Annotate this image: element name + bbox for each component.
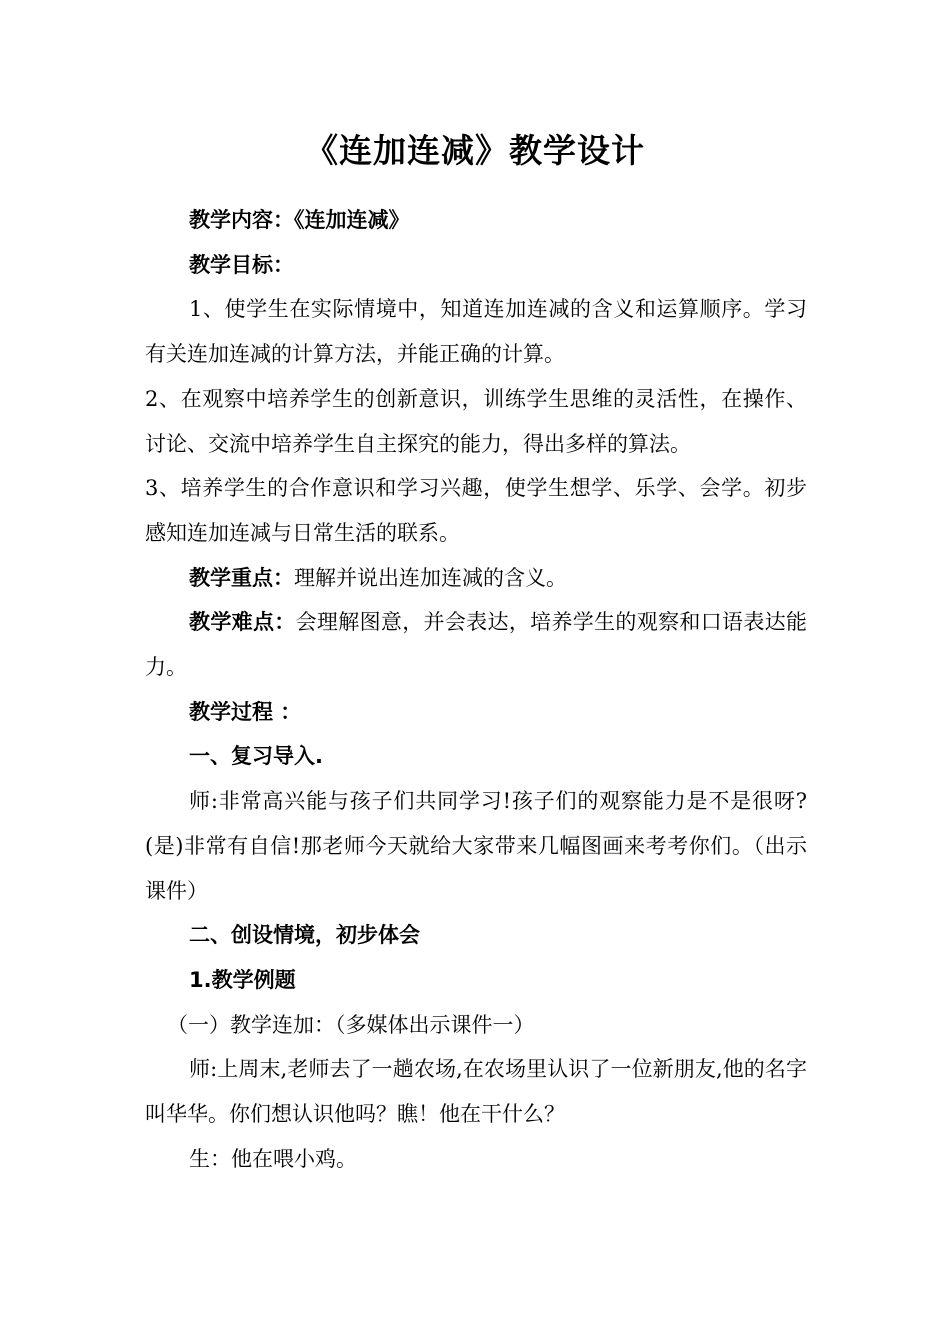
section1-paragraph: 师:非常高兴能与孩子们共同学习!孩子们的观察能力是不是很呀?(是)非常有自信!那老师今天就给大家带来几幅图画来考考你们。（出示课件） xyxy=(145,789,807,903)
objective-item-2: 2、在观察中培养学生的创新意识，训练学生思维的灵活性，在操作、讨论、交流中培养学生自主探究的能力，得出多样的算法。 xyxy=(145,386,807,456)
objective-item-1: 1、使学生在实际情境中，知道连加连减的含义和运算顺序。学习有关连加连减的计算方法，并能正确的计算。 xyxy=(145,297,807,367)
key-point-line xyxy=(145,556,807,601)
teaching-content-value: 《连加连减》 xyxy=(294,208,410,232)
objectives-heading: 教学目标： xyxy=(189,252,294,277)
section1-heading: 一、复习导入. xyxy=(189,744,323,769)
document-body xyxy=(145,198,807,1181)
difficulty-label: 教学难点： xyxy=(189,610,296,635)
teaching-content-line xyxy=(145,198,807,243)
difficulty-line xyxy=(145,600,807,689)
process-heading: 教学过程 ： xyxy=(189,699,302,724)
objective-item-3: 3、培养学生的合作意识和学习兴趣，使学生想学、乐学、会学。初步感知连加连减与日常生活的联系。 xyxy=(145,476,807,545)
document-title: 《连加连减》教学设计 xyxy=(305,131,645,170)
part1-heading: （一）教学连加：（多媒体出示课件一） xyxy=(167,1012,535,1037)
key-point-text: 理解并说出连加连减的含义。 xyxy=(294,565,567,590)
section2-subheading: 1.教学例题 xyxy=(189,967,296,992)
teacher-line: 师:上周末,老师去了一趟农场,在农场里认识了一位新朋友,他的名字叫华华。你们想认识他吗？瞧！他在干什么？ xyxy=(145,1057,807,1127)
teaching-content-label: 教学内容： xyxy=(189,208,294,232)
student-line: 生：他在喂小鸡。 xyxy=(189,1146,357,1171)
section2-heading: 二、创设情境，初步体会 xyxy=(189,923,420,948)
difficulty-text: 会理解图意，并会表达，培养学生的观察和口语表达能力。 xyxy=(145,610,808,680)
key-point-label: 教学重点： xyxy=(189,565,294,590)
